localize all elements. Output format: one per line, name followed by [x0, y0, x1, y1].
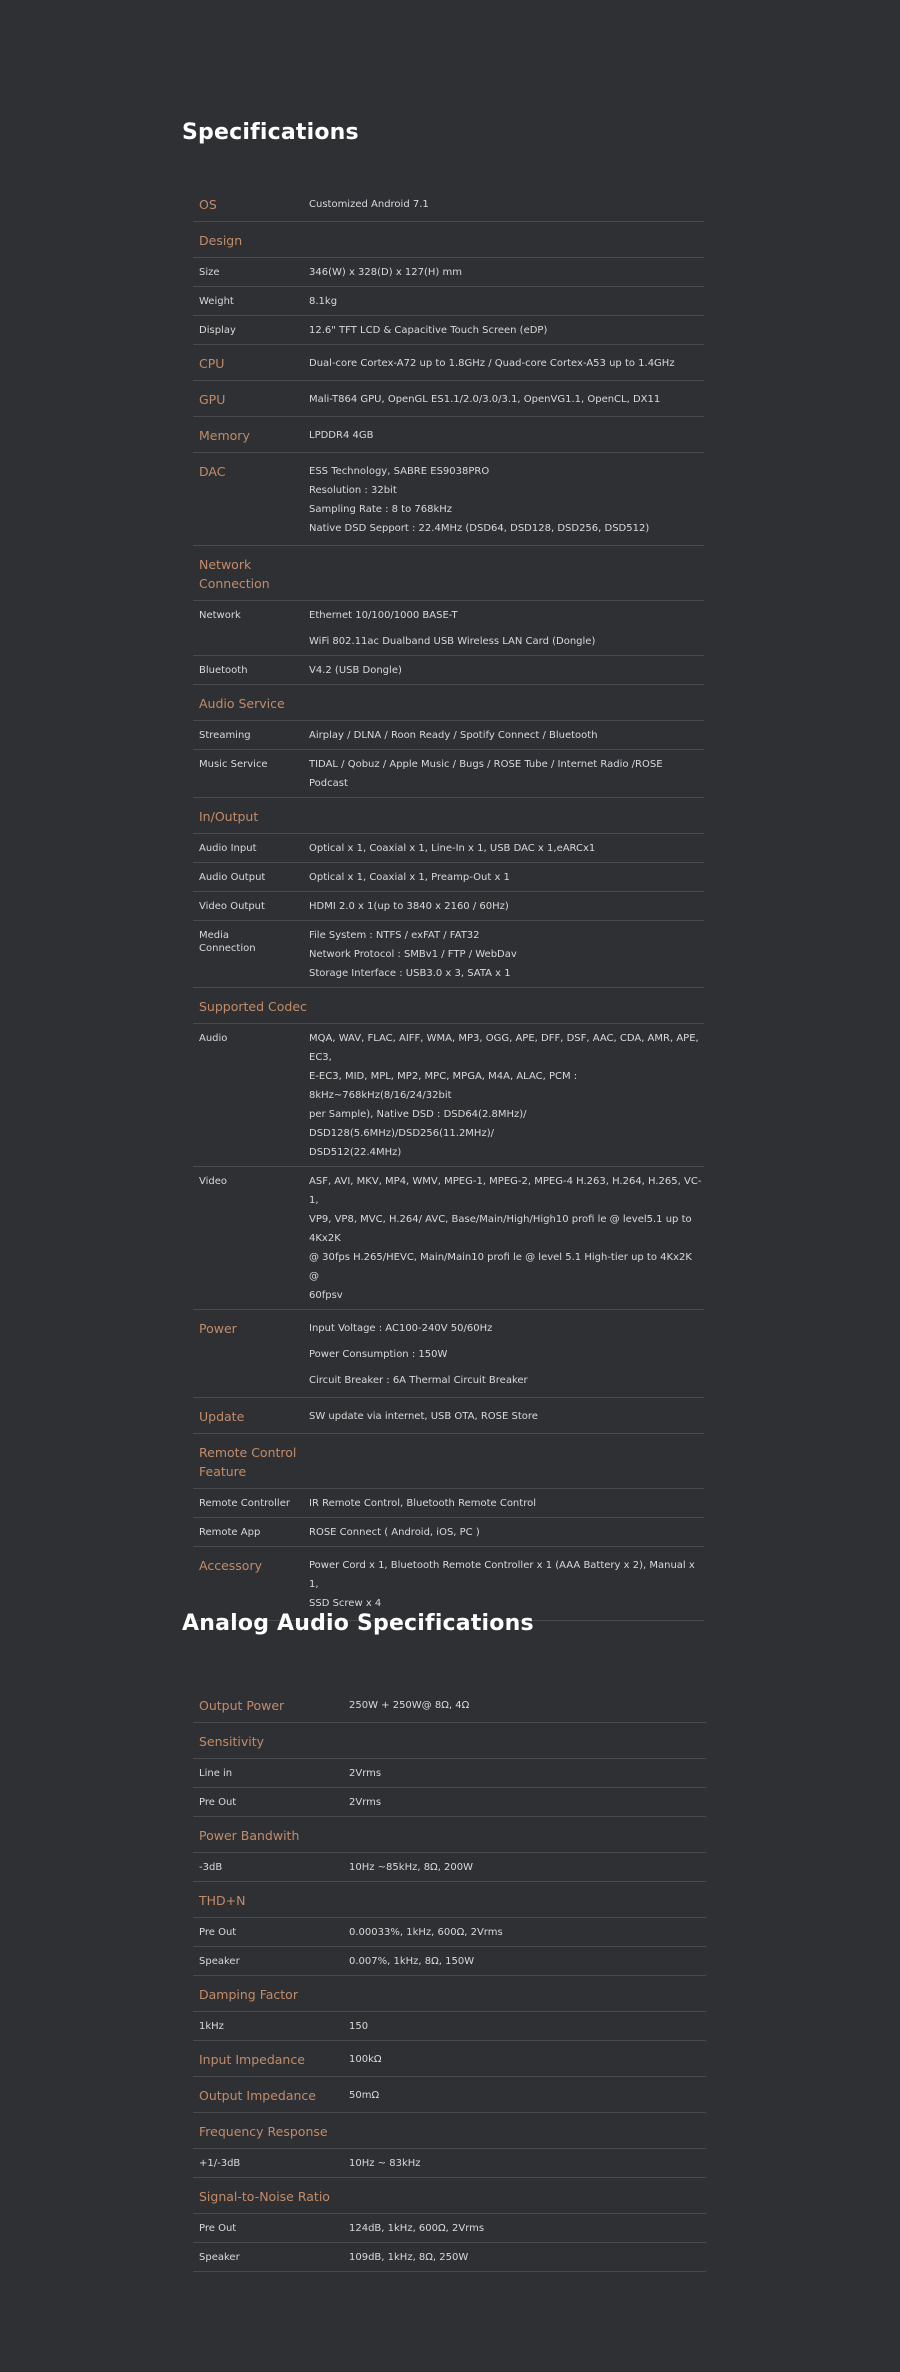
spec-label: Pre Out [193, 1788, 349, 1817]
spec-value [309, 892, 704, 921]
spec-value-line: 2Vrms [349, 1797, 382, 1808]
spec-value-line: Power Consumption : 150W [309, 1349, 448, 1360]
spec-value [349, 2113, 706, 2149]
spec-value [309, 1310, 704, 1398]
spec-category-row-input-impedance [193, 2041, 706, 2077]
spec-row-pre-out [193, 1788, 706, 1817]
spec-value-line: 100kΩ [349, 2054, 382, 2065]
spec-value [309, 863, 704, 892]
spec-value [349, 1723, 706, 1759]
spec-value [349, 2012, 706, 2041]
spec-label: Sensitivity [193, 1723, 349, 1759]
spec-value [309, 546, 704, 601]
spec-label: Display [193, 316, 309, 345]
spec-value [309, 1489, 704, 1518]
spec-value-line: 10Hz ~ 83kHz [349, 2158, 421, 2169]
spec-category-row-gpu [193, 381, 704, 417]
spec-value [309, 417, 704, 453]
analog-specifications-table [193, 1687, 706, 2272]
spec-value [349, 1918, 706, 1947]
spec-label: Remote Control Feature [193, 1434, 309, 1489]
spec-label: Music Service [193, 750, 309, 798]
spec-value-line: ESS Technology, SABRE ES9038PRO [309, 466, 490, 477]
spec-value [309, 798, 704, 834]
spec-row-line-in [193, 1759, 706, 1788]
spec-row-streaming [193, 721, 704, 750]
spec-value-line: Network Protocol : SMBv1 / FTP / WebDav [309, 949, 517, 960]
specifications-table [193, 186, 704, 1621]
spec-label: Power [193, 1310, 309, 1398]
spec-value [309, 345, 704, 381]
spec-category-row-power-bandwith [193, 1817, 706, 1853]
spec-value [349, 1788, 706, 1817]
spec-label: Audio [193, 1024, 309, 1167]
spec-category-row-in-output [193, 798, 704, 834]
spec-category-row-output-impedance [193, 2077, 706, 2113]
spec-value [349, 2243, 706, 2272]
spec-row-media-connection [193, 921, 704, 988]
spec-value-line: 250W + 250W@ 8Ω, 4Ω [349, 1700, 470, 1711]
spec-value-line: 2Vrms [349, 1768, 382, 1779]
spec-value-line: VP9, VP8, MVC, H.264/ AVC, Base/Main/High/High10 profi le @ level5.1 up to 4Kx2K [309, 1214, 692, 1244]
spec-label: Network [193, 601, 309, 656]
spec-value [309, 921, 704, 988]
spec-label: 1kHz [193, 2012, 349, 2041]
spec-value-line: SW update via internet, USB OTA, ROSE Store [309, 1411, 538, 1422]
spec-value-line: 109dB, 1kHz, 8Ω, 250W [349, 2252, 469, 2263]
spec-category-row-supported-codec [193, 988, 704, 1024]
spec-row-1-3db [193, 2149, 706, 2178]
spec-value [309, 656, 704, 685]
spec-label: Audio Output [193, 863, 309, 892]
spec-value [349, 1853, 706, 1882]
spec-label: Weight [193, 287, 309, 316]
spec-category-row-audio-service [193, 685, 704, 721]
spec-value [309, 1167, 704, 1310]
spec-value [349, 1817, 706, 1853]
spec-value-line: 60fpsv [309, 1290, 343, 1301]
spec-value [309, 258, 704, 287]
spec-label: Remote App [193, 1518, 309, 1547]
spec-label: Speaker [193, 1947, 349, 1976]
spec-value-line: IR Remote Control, Bluetooth Remote Control [309, 1498, 536, 1509]
spec-value [309, 685, 704, 721]
spec-value [349, 2149, 706, 2178]
spec-label: Frequency Response [193, 2113, 349, 2149]
spec-label: Pre Out [193, 2214, 349, 2243]
spec-label: OS [193, 186, 309, 222]
spec-row-video-output [193, 892, 704, 921]
spec-row-remote-app [193, 1518, 704, 1547]
spec-row-display [193, 316, 704, 345]
spec-row-remote-controller [193, 1489, 704, 1518]
spec-value [309, 1518, 704, 1547]
spec-category-row-frequency-response [193, 2113, 706, 2149]
spec-label: CPU [193, 345, 309, 381]
spec-category-row-sensitivity [193, 1723, 706, 1759]
spec-value-line: Storage Interface : USB3.0 x 3, SATA x 1 [309, 968, 511, 979]
spec-value [309, 1398, 704, 1434]
spec-value [309, 1024, 704, 1167]
spec-value-line: Ethernet 10/100/1000 BASE-T [309, 610, 458, 621]
spec-row-bluetooth [193, 656, 704, 685]
spec-label: -3dB [193, 1853, 349, 1882]
spec-value [309, 287, 704, 316]
spec-category-row-cpu [193, 345, 704, 381]
spec-value [309, 1434, 704, 1489]
spec-value-line: 150 [349, 2021, 369, 2032]
spec-value-line: Airplay / DLNA / Roon Ready / Spotify Connect / Bluetooth [309, 730, 598, 741]
spec-category-row-signal-to-noise-ratio [193, 2178, 706, 2214]
spec-label: GPU [193, 381, 309, 417]
spec-row-pre-out [193, 2214, 706, 2243]
spec-value-line: LPDDR4 4GB [309, 430, 374, 441]
analog-specifications-title: Analog Audio Specifications [182, 1611, 534, 1636]
spec-label: +1/-3dB [193, 2149, 349, 2178]
spec-row-weight [193, 287, 704, 316]
spec-value-line: WiFi 802.11ac Dualband USB Wireless LAN Card (Dongle) [309, 636, 596, 647]
spec-label: Memory [193, 417, 309, 453]
spec-value [349, 2214, 706, 2243]
spec-row-audio-input [193, 834, 704, 863]
spec-value-line: Optical x 1, Coaxial x 1, Line-In x 1, USB DAC x 1,eARCx1 [309, 843, 596, 854]
spec-label-line: Connection [199, 943, 256, 954]
spec-row-speaker [193, 2243, 706, 2272]
spec-value-line: E-EC3, MID, MPL, MP2, MPC, MPGA, M4A, ALAC, PCM : 8kHz~768kHz(8/16/24/32bit [309, 1071, 578, 1101]
spec-value [309, 316, 704, 345]
spec-label: THD+N [193, 1882, 349, 1918]
spec-label: Streaming [193, 721, 309, 750]
spec-category-row-power [193, 1310, 704, 1398]
spec-label: Damping Factor [193, 1976, 349, 2012]
spec-value-line: Input Voltage : AC100-240V 50/60Hz [309, 1323, 493, 1334]
spec-label: Video Output [193, 892, 309, 921]
spec-category-row-update [193, 1398, 704, 1434]
spec-value-line: HDMI 2.0 x 1(up to 3840 x 2160 / 60Hz) [309, 901, 509, 912]
spec-value [309, 721, 704, 750]
spec-value [309, 453, 704, 546]
spec-value-line: 124dB, 1kHz, 600Ω, 2Vrms [349, 2223, 485, 2234]
spec-row-speaker [193, 1947, 706, 1976]
spec-row-music-service [193, 750, 704, 798]
spec-label: Power Bandwith [193, 1817, 349, 1853]
spec-value-line: MQA, WAV, FLAC, AIFF, WMA, MP3, OGG, APE, DFF, DSF, AAC, CDA, AMR, APE, EC3, [309, 1033, 699, 1063]
spec-label: Remote Controller [193, 1489, 309, 1518]
spec-value-line: Resolution : 32bit [309, 485, 397, 496]
spec-category-row-output-power [193, 1687, 706, 1723]
spec-value-line: 12.6" TFT LCD & Capacitive Touch Screen (eDP) [309, 325, 548, 336]
spec-value [309, 988, 704, 1024]
spec-value-line: 50mΩ [349, 2090, 380, 2101]
spec-value-line: File System : NTFS / exFAT / FAT32 [309, 930, 480, 941]
spec-label: Line in [193, 1759, 349, 1788]
spec-value-line: 10Hz ~85kHz, 8Ω, 200W [349, 1862, 474, 1873]
spec-category-row-design [193, 222, 704, 258]
spec-label: Audio Service [193, 685, 309, 721]
spec-label: Audio Input [193, 834, 309, 863]
spec-label: Size [193, 258, 309, 287]
spec-value-line: Sampling Rate : 8 to 768kHz [309, 504, 453, 515]
spec-category-row-network-connection [193, 546, 704, 601]
spec-label: Pre Out [193, 1918, 349, 1947]
spec-value [349, 1882, 706, 1918]
spec-value-line: Optical x 1, Coaxial x 1, Preamp-Out x 1 [309, 872, 510, 883]
spec-label: In/Output [193, 798, 309, 834]
spec-value [349, 1687, 706, 1723]
spec-value-line: TIDAL / Qobuz / Apple Music / Bugs / ROSE Tube / Internet Radio /ROSE Podcast [309, 759, 663, 789]
spec-label: Accessory [193, 1547, 309, 1621]
spec-row-pre-out [193, 1918, 706, 1947]
spec-value-line: Power Cord x 1, Bluetooth Remote Controller x 1 (AAA Battery x 2), Manual x 1, [309, 1560, 695, 1590]
spec-value-line: Circuit Breaker : 6A Thermal Circuit Breaker [309, 1375, 528, 1386]
spec-value [349, 2178, 706, 2214]
spec-value [349, 2077, 706, 2113]
spec-value [349, 1947, 706, 1976]
spec-value [309, 834, 704, 863]
spec-label: Output Power [193, 1687, 349, 1723]
spec-value-line: Customized Android 7.1 [309, 199, 429, 210]
spec-value [309, 381, 704, 417]
spec-row-audio-output [193, 863, 704, 892]
spec-value [309, 750, 704, 798]
spec-value [309, 222, 704, 258]
spec-label: Design [193, 222, 309, 258]
spec-label [193, 921, 309, 988]
spec-value [309, 186, 704, 222]
spec-category-row-dac [193, 453, 704, 546]
spec-label: DAC [193, 453, 309, 546]
spec-label: Output Impedance [193, 2077, 349, 2113]
spec-row-1khz [193, 2012, 706, 2041]
spec-category-row-thd-n [193, 1882, 706, 1918]
spec-label: Input Impedance [193, 2041, 349, 2077]
spec-label: Update [193, 1398, 309, 1434]
spec-label: Speaker [193, 2243, 349, 2272]
spec-label: Network Connection [193, 546, 309, 601]
spec-value-line: 0.00033%, 1kHz, 600Ω, 2Vrms [349, 1927, 503, 1938]
spec-value-line: Dual-core Cortex-A72 up to 1.8GHz / Quad-core Cortex-A53 up to 1.4GHz [309, 358, 675, 369]
spec-value-line: V4.2 (USB Dongle) [309, 665, 402, 676]
spec-value-line: DSD512(22.4MHz) [309, 1147, 402, 1158]
spec-value-line: ASF, AVI, MKV, MP4, WMV, MPEG-1, MPEG-2, MPEG-4 H.263, H.264, H.265, VC-1, [309, 1176, 702, 1206]
spec-value-line: 8.1kg [309, 296, 338, 307]
spec-value-line: Native DSD Sepport : 22.4MHz (DSD64, DSD128, DSD256, DSD512) [309, 523, 650, 534]
specifications-title: Specifications [182, 120, 359, 145]
spec-category-row-accessory [193, 1547, 704, 1621]
spec-row-size [193, 258, 704, 287]
spec-value [309, 601, 704, 656]
spec-value-line: 0.007%, 1kHz, 8Ω, 150W [349, 1956, 475, 1967]
spec-value [349, 1976, 706, 2012]
spec-category-row-os [193, 186, 704, 222]
spec-value-line: 346(W) x 328(D) x 127(H) mm [309, 267, 462, 278]
spec-row-video [193, 1167, 704, 1310]
spec-category-row-memory [193, 417, 704, 453]
spec-value [309, 1547, 704, 1621]
spec-category-row-remote-control-feature [193, 1434, 704, 1489]
spec-label: Supported Codec [193, 988, 309, 1024]
spec-row-audio [193, 1024, 704, 1167]
spec-value-line: Mali-T864 GPU, OpenGL ES1.1/2.0/3.0/3.1, OpenVG1.1, OpenCL, DX11 [309, 394, 661, 405]
spec-label-line: Media [199, 930, 230, 941]
spec-value-line: ROSE Connect ( Android, iOS, PC ) [309, 1527, 480, 1538]
spec-label: Video [193, 1167, 309, 1310]
spec-value-line: SSD Screw x 4 [309, 1598, 382, 1609]
spec-value-line: per Sample), Native DSD : DSD64(2.8MHz)/ DSD128(5.6MHz)/DSD256(11.2MHz)/ [309, 1109, 527, 1139]
spec-value [349, 1759, 706, 1788]
spec-label: Signal-to-Noise Ratio [193, 2178, 349, 2214]
spec-row-network [193, 601, 704, 656]
spec-label: Bluetooth [193, 656, 309, 685]
spec-row-3db [193, 1853, 706, 1882]
spec-category-row-damping-factor [193, 1976, 706, 2012]
spec-value-line: @ 30fps H.265/HEVC, Main/Main10 profi le @ level 5.1 High-tier up to 4Kx2K @ [309, 1252, 692, 1282]
spec-value [349, 2041, 706, 2077]
